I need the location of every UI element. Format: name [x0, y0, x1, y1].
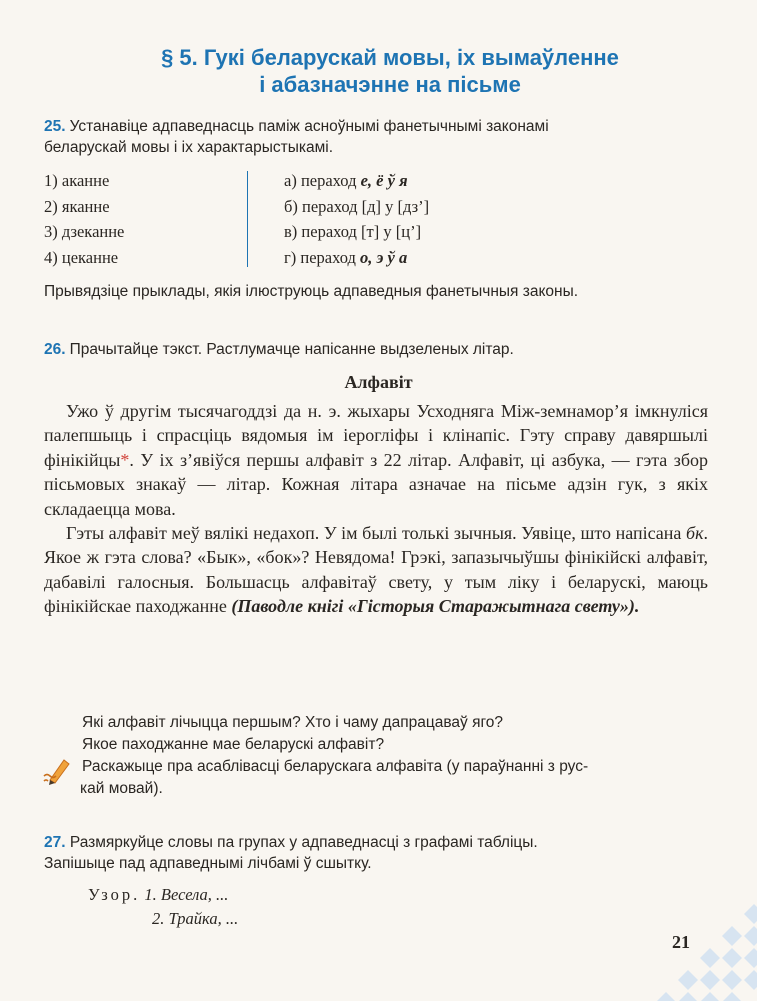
- task-27-line1: Размяркуйце словы па групах у адпаведнасці з графамі табліцы.: [69, 834, 538, 851]
- pattern-label: Узор.: [88, 885, 141, 904]
- section-title: [90, 44, 690, 98]
- task-26-text: Прачытайце тэкст. Растлумачце напісанне выдзеленых літар.: [69, 341, 514, 358]
- pattern-item: 1. Весела, ...: [144, 885, 229, 904]
- task-27-line2: Запішыце пад адпаведнымі лічбамі ў сшытку.: [44, 855, 372, 872]
- pattern-example: [88, 883, 238, 931]
- right-item: г) пераход о, э ў а: [284, 247, 408, 267]
- task-25-number: 25.: [44, 118, 66, 135]
- paragraph-1: Ужо ў другім тысячагоддзі да н. э. жыхары Усходняга Між-земнамор’я імкнуліся палепшыць і спрасціць вядомыя ім іерогліфы і клінапіс. Гэту справу давяршылі фінікійцы*. У іх з’явіўся першы алфавіт з 22 літар. Алфавіт, ці азбука, — гэта збор пісьмовых знакаў — літар. Кожная літара азначае на пісьме адзін гук, з якіх складаецца мова.: [44, 401, 708, 519]
- task-26-number: 26.: [44, 341, 66, 358]
- left-item: 4) цеканне: [44, 247, 119, 267]
- pencil-icon: [42, 754, 74, 786]
- task-25-line2: беларускай мовы і іх характарыстыкамі.: [44, 139, 333, 156]
- question: Раскажыце пра асаблівасці беларускага алфавіта (у параўнанні з рус-: [82, 758, 589, 775]
- matching-left-column: [44, 168, 244, 270]
- right-item: а) пераход е, ё ў я: [284, 171, 408, 190]
- question: кай мовай).: [80, 780, 163, 797]
- section-title-line1: § 5. Гукі беларускай мовы, іх вымаўленне: [161, 45, 619, 70]
- matching-right-column: [284, 168, 704, 270]
- page-number: 21: [672, 932, 690, 952]
- right-item: б) пераход [д] у [дз’]: [284, 196, 430, 216]
- task-26-questions: [82, 712, 712, 800]
- task-27-number: 27.: [44, 834, 66, 851]
- task-25-instruction: [44, 116, 704, 158]
- right-item: в) пераход [т] у [ц’]: [284, 222, 422, 241]
- task-25-note: Прывядзіце прыклады, якія ілюструюць адпаведныя фанетычныя законы.: [44, 283, 579, 300]
- text-source: (Паводле кнігі «Гісторыя Старажытнага свету»).: [231, 596, 640, 617]
- text-subtitle: Алфавіт: [344, 372, 413, 392]
- left-item: 1) аканне: [44, 171, 110, 190]
- question: Які алфавіт лічыцца першым? Хто і чаму дапрацаваў яго?: [82, 714, 504, 731]
- reading-text: [44, 399, 708, 619]
- left-item: 3) дзеканне: [44, 222, 125, 241]
- pattern-item: 2. Трайка, ...: [152, 909, 239, 928]
- column-divider: [247, 171, 248, 267]
- left-item: 2) яканне: [44, 196, 110, 216]
- task-26-instruction: [44, 339, 704, 360]
- task-27-instruction: [44, 832, 708, 874]
- footnote-asterisk: *: [120, 449, 130, 470]
- paragraph-2: Гэты алфавіт меў вялікі недахоп. У ім былі толькі зычныя. Уявіце, што напісана бк. Якое ж гэта слова? «Бык», «бок»? Невядома! Грэкі, запазычыўшы фінікійскі алфавіт, дабавілі галосныя. Большасць алфавітаў свету, у тым ліку і беларускі, маюць фінікійскае паходжанне (Паводле кнігі «Гісторыя Старажытнага свету»).: [44, 523, 708, 617]
- section-title-line2: і абазначэнне на пісьме: [259, 72, 521, 97]
- diamond-pattern-decoration: [560, 900, 757, 1001]
- task-25-line1: Устанавіце адпаведнасць паміж асноўнымі фанетычнымі законамі: [69, 118, 549, 135]
- question: Якое паходжанне мае беларускі алфавіт?: [82, 736, 385, 753]
